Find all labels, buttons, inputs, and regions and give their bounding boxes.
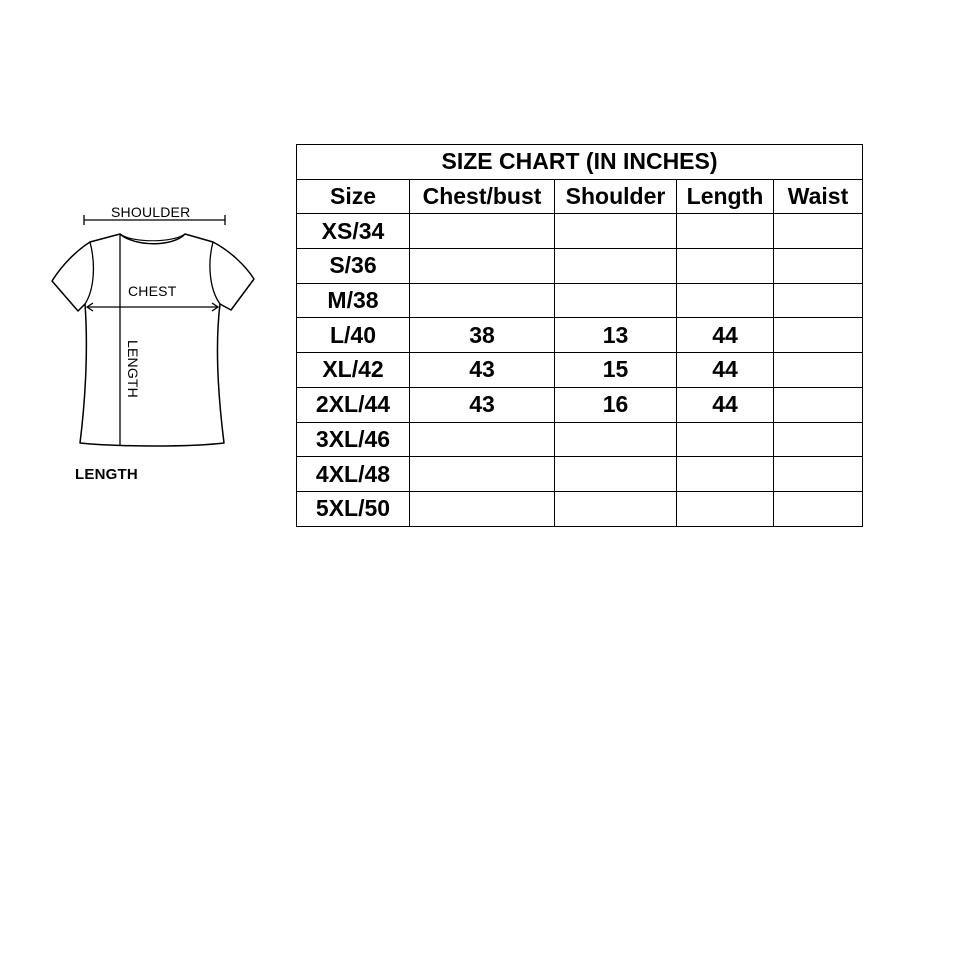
size-cell: XS/34	[297, 214, 410, 249]
waist-cell	[774, 214, 863, 249]
table-title: SIZE CHART (IN INCHES)	[297, 145, 863, 180]
shoulder-cell	[555, 457, 677, 492]
waist-cell	[774, 491, 863, 526]
length-cell	[677, 214, 774, 249]
chest-cell	[410, 457, 555, 492]
length-cell	[677, 249, 774, 284]
size-cell: S/36	[297, 249, 410, 284]
tshirt-measurement-diagram	[40, 195, 270, 495]
waist-cell	[774, 422, 863, 457]
length-bottom-label: LENGTH	[75, 466, 138, 483]
length-cell: 44	[677, 353, 774, 388]
size-cell: 5XL/50	[297, 491, 410, 526]
table-row	[297, 422, 863, 457]
shoulder-cell	[555, 422, 677, 457]
table-row	[297, 214, 863, 249]
shoulder-cell	[555, 214, 677, 249]
waist-cell	[774, 318, 863, 353]
size-chart-table	[296, 144, 863, 527]
length-cell: 44	[677, 318, 774, 353]
tshirt-outline-icon	[40, 195, 270, 455]
table-header-row	[297, 179, 863, 214]
chest-cell: 43	[410, 387, 555, 422]
length-cell	[677, 283, 774, 318]
length-cell: 44	[677, 387, 774, 422]
waist-cell	[774, 457, 863, 492]
length-cell	[677, 457, 774, 492]
table-row	[297, 249, 863, 284]
waist-cell	[774, 387, 863, 422]
shoulder-cell	[555, 249, 677, 284]
chest-cell	[410, 249, 555, 284]
chest-cell	[410, 214, 555, 249]
table-row	[297, 353, 863, 388]
size-cell: 2XL/44	[297, 387, 410, 422]
table-row	[297, 491, 863, 526]
shoulder-cell: 16	[555, 387, 677, 422]
table-row	[297, 457, 863, 492]
size-cell: L/40	[297, 318, 410, 353]
shoulder-cell	[555, 283, 677, 318]
chest-cell	[410, 491, 555, 526]
chest-label: CHEST	[128, 283, 177, 299]
column-header-shoulder: Shoulder	[555, 179, 677, 214]
table-row	[297, 318, 863, 353]
shoulder-cell: 13	[555, 318, 677, 353]
column-header-length: Length	[677, 179, 774, 214]
shoulder-cell: 15	[555, 353, 677, 388]
table-row	[297, 387, 863, 422]
column-header-size: Size	[297, 179, 410, 214]
waist-cell	[774, 283, 863, 318]
length-cell	[677, 422, 774, 457]
length-cell	[677, 491, 774, 526]
column-header-chest: Chest/bust	[410, 179, 555, 214]
size-cell: 4XL/48	[297, 457, 410, 492]
length-vertical-label: LENGTH	[125, 340, 141, 398]
chest-cell: 38	[410, 318, 555, 353]
chest-cell: 43	[410, 353, 555, 388]
table-row	[297, 283, 863, 318]
size-cell: M/38	[297, 283, 410, 318]
chest-cell	[410, 283, 555, 318]
column-header-waist: Waist	[774, 179, 863, 214]
waist-cell	[774, 249, 863, 284]
size-cell: XL/42	[297, 353, 410, 388]
size-cell: 3XL/46	[297, 422, 410, 457]
waist-cell	[774, 353, 863, 388]
table-title-row	[297, 145, 863, 180]
chest-cell	[410, 422, 555, 457]
shoulder-cell	[555, 491, 677, 526]
shoulder-label: SHOULDER	[111, 204, 191, 220]
